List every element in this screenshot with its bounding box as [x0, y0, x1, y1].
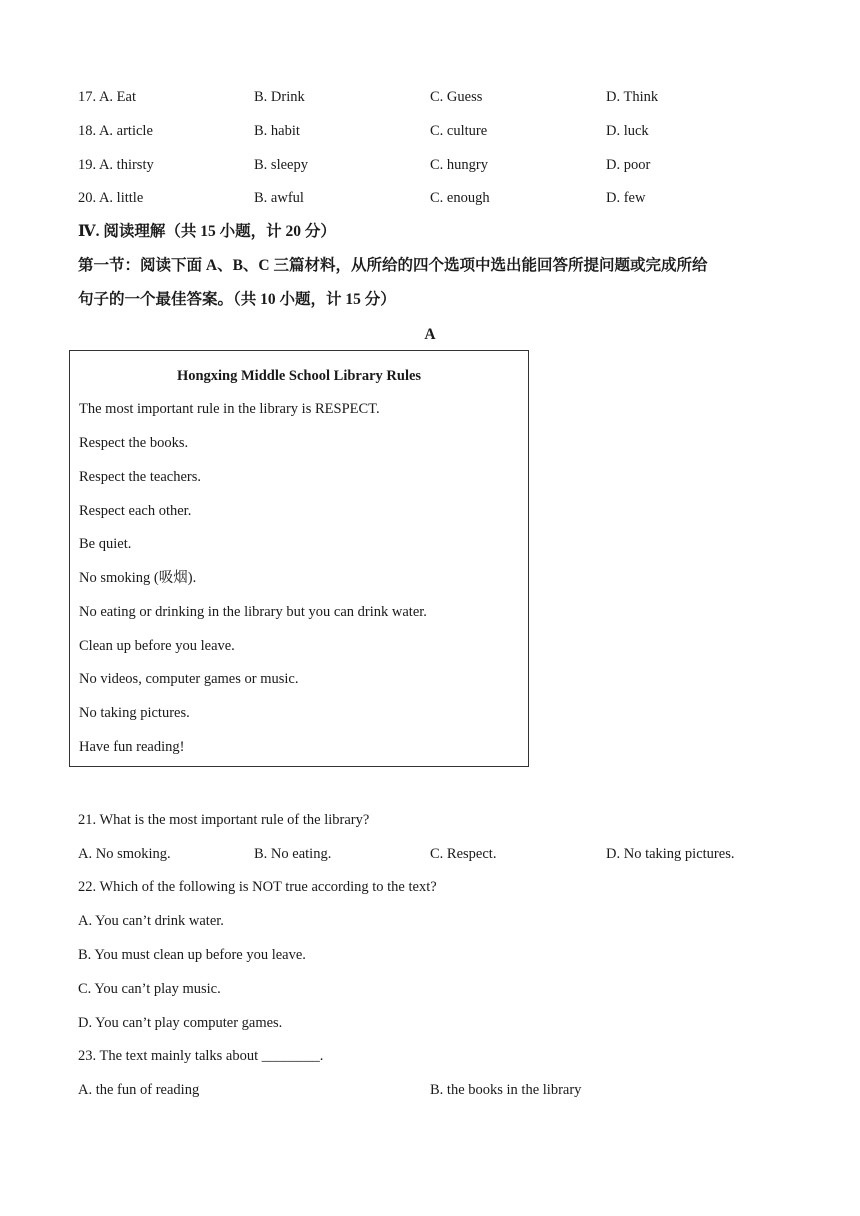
option-17a: 17. A. Eat	[78, 89, 136, 105]
section-heading: Ⅳ. 阅读理解（共 15 小题，计 20 分）	[78, 223, 336, 240]
option-18b: B. habit	[254, 123, 300, 139]
passage-letter: A	[424, 326, 436, 343]
option-20b: B. awful	[254, 190, 304, 206]
option-20c: C. enough	[430, 190, 490, 206]
rule-line: Clean up before you leave.	[79, 638, 235, 654]
rule-line: Respect the teachers.	[79, 469, 201, 485]
rule-line: Respect the books.	[79, 435, 189, 451]
option-17c: C. Guess	[430, 89, 483, 105]
rules-title: Hongxing Middle School Library Rules	[176, 368, 422, 384]
option-19b: B. sleepy	[254, 157, 308, 173]
option-19a: 19. A. thirsty	[78, 157, 154, 173]
question-23-stem: 23. The text mainly talks about ________.	[78, 1048, 324, 1064]
rule-line: Be quiet.	[79, 536, 132, 552]
option-22b: B. You must clean up before you leave.	[78, 947, 306, 963]
rule-line: Have fun reading!	[79, 739, 185, 755]
option-19c: C. hungry	[430, 157, 488, 173]
option-22a: A. You can’t drink water.	[78, 913, 224, 929]
rule-line: No smoking (吸烟).	[79, 570, 197, 586]
option-18a: 18. A. article	[78, 123, 153, 139]
option-21b: B. No eating.	[254, 846, 332, 862]
rule-line: No eating or drinking in the library but you can drink water.	[79, 604, 427, 620]
option-23a: A. the fun of reading	[78, 1082, 200, 1098]
option-17b: B. Drink	[254, 89, 305, 105]
option-19d: D. poor	[606, 157, 651, 173]
option-21a: A. No smoking.	[78, 846, 171, 862]
rule-line: No taking pictures.	[79, 705, 190, 721]
rule-line: The most important rule in the library is RESPECT.	[79, 401, 380, 417]
rule-line: No videos, computer games or music.	[79, 671, 299, 687]
question-22-stem: 22. Which of the following is NOT true according to the text?	[78, 879, 437, 895]
instruction-line-1: 第一节：阅读下面 A、B、C 三篇材料，从所给的四个选项中选出能回答所提问题或完成所给	[78, 257, 708, 274]
option-17d: D. Think	[606, 89, 659, 105]
option-18c: C. culture	[430, 123, 488, 139]
option-21c: C. Respect.	[430, 846, 497, 862]
option-20d: D. few	[606, 190, 646, 206]
option-22c: C. You can’t play music.	[78, 981, 221, 997]
rule-line: Respect each other.	[79, 503, 192, 519]
option-23b: B. the books in the library	[430, 1082, 582, 1098]
question-21-stem: 21. What is the most important rule of the library?	[78, 812, 370, 828]
option-20a: 20. A. little	[78, 190, 144, 206]
library-rules-box	[69, 350, 529, 767]
instruction-line-2: 句子的一个最佳答案。（共 10 小题，计 15 分）	[78, 291, 396, 308]
option-21d: D. No taking pictures.	[606, 846, 735, 862]
option-22d: D. You can’t play computer games.	[78, 1015, 283, 1031]
option-18d: D. luck	[606, 123, 649, 139]
